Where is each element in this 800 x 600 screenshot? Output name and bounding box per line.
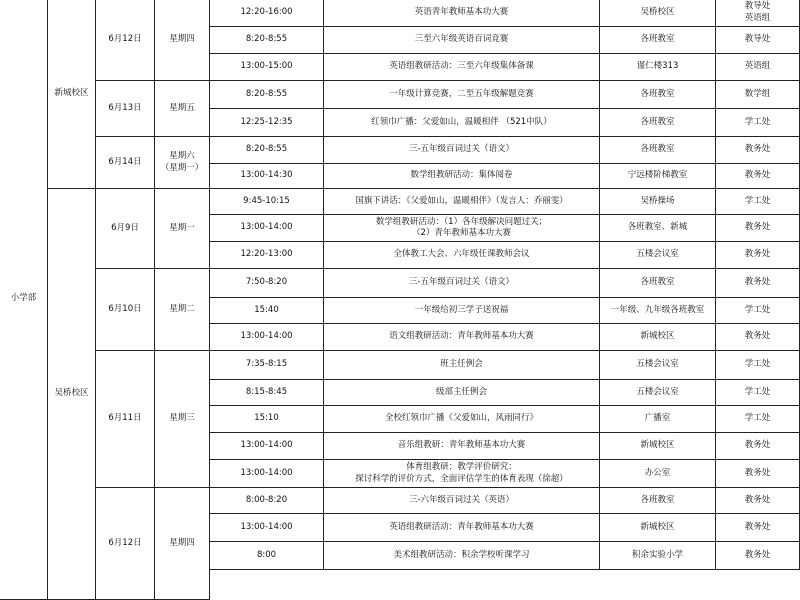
department-cell: 学工处 bbox=[716, 298, 800, 324]
location-cell: 五楼会议室 bbox=[600, 242, 716, 269]
content-cell: 数学组教研活动：集体阅卷 bbox=[324, 164, 600, 189]
time-cell: 13:00-15:00 bbox=[210, 54, 324, 81]
time-cell: 13:00-14:30 bbox=[210, 164, 324, 189]
date-cell: 6月12日 bbox=[96, 488, 155, 600]
time-cell: 8:20-8:55 bbox=[210, 137, 324, 164]
location-cell: 各班教室 bbox=[600, 488, 716, 514]
content-cell: 三至六年级英语百词竞赛 bbox=[324, 27, 600, 54]
content-cell: 一年级计算竞赛，二至五年级解题竞赛 bbox=[324, 81, 600, 109]
location-cell: 新城校区 bbox=[600, 514, 716, 542]
content-cell: 英语组教研活动：青年教师基本功大赛 bbox=[324, 514, 600, 542]
time-cell: 13:00-14:00 bbox=[210, 215, 324, 242]
weekday-cell: 星期六 （星期一） bbox=[155, 137, 210, 189]
weekday-cell: 星期四 bbox=[155, 0, 210, 81]
department-cell: 教务处 bbox=[716, 215, 800, 242]
department-cell: 学工处 bbox=[716, 351, 800, 380]
date-cell: 6月11日 bbox=[96, 351, 155, 488]
weekday-cell: 星期二 bbox=[155, 269, 210, 351]
department-cell: 学工处 bbox=[716, 109, 800, 137]
division-cell: 小学部 bbox=[0, 0, 48, 600]
content-cell: 红领巾广播：父爱如山，温暖相伴 （521中队） bbox=[324, 109, 600, 137]
time-cell: 8:15-8:45 bbox=[210, 380, 324, 406]
location-cell: 广播室 bbox=[600, 406, 716, 433]
department-cell: 教务处 bbox=[716, 433, 800, 460]
content-cell: 级部主任例会 bbox=[324, 380, 600, 406]
department-cell: 英语组 bbox=[716, 54, 800, 81]
department-cell: 教务处 bbox=[716, 460, 800, 488]
location-cell: 办公室 bbox=[600, 460, 716, 488]
location-cell: 各班教室 bbox=[600, 109, 716, 137]
content-cell: 英语组教研活动：三至六年级集体备课 bbox=[324, 54, 600, 81]
time-cell: 8:00-8:20 bbox=[210, 488, 324, 514]
location-cell: 各班教室 bbox=[600, 137, 716, 164]
location-cell: 五楼会议室 bbox=[600, 351, 716, 380]
time-cell: 15:40 bbox=[210, 298, 324, 324]
content-cell: 体育组教研：教学评价研究： 探讨科学的评价方式，全面评估学生的体育表现（徐超） bbox=[324, 460, 600, 488]
location-cell: 吴桥校区 bbox=[600, 0, 716, 27]
location-cell: 五楼会议室 bbox=[600, 380, 716, 406]
department-cell: 教务处 bbox=[716, 542, 800, 570]
weekday-cell: 星期五 bbox=[155, 81, 210, 137]
department-cell: 教务处 bbox=[716, 137, 800, 164]
campus-cell: 吴桥校区 bbox=[48, 189, 96, 600]
content-cell: 三-六年级百词过关（英语） bbox=[324, 488, 600, 514]
department-cell: 学工处 bbox=[716, 380, 800, 406]
department-cell: 教务处 bbox=[716, 324, 800, 351]
time-cell: 8:00 bbox=[210, 542, 324, 570]
content-cell: 音乐组教研：青年教师基本功大赛 bbox=[324, 433, 600, 460]
time-cell: 9:45-10:15 bbox=[210, 189, 324, 215]
time-cell: 12:20-13:00 bbox=[210, 242, 324, 269]
location-cell: 各班教室 bbox=[600, 81, 716, 109]
time-cell: 8:20-8:55 bbox=[210, 81, 324, 109]
campus-cell: 新城校区 bbox=[48, 0, 96, 189]
date-cell: 6月13日 bbox=[96, 81, 155, 137]
content-cell: 三-五年级百词过关（语文） bbox=[324, 269, 600, 298]
time-cell: 13:00-14:00 bbox=[210, 460, 324, 488]
content-cell: 全体教工大会、六年级任课教师会议 bbox=[324, 242, 600, 269]
content-cell: 一年级给初三学子送祝福 bbox=[324, 298, 600, 324]
weekday-cell: 星期一 bbox=[155, 189, 210, 269]
department-cell: 教务处 bbox=[716, 488, 800, 514]
time-cell: 7:50-8:20 bbox=[210, 269, 324, 298]
time-cell: 8:20-8:55 bbox=[210, 27, 324, 54]
department-cell: 学工处 bbox=[716, 189, 800, 215]
location-cell: 新城校区 bbox=[600, 324, 716, 351]
time-cell: 12:25-12:35 bbox=[210, 109, 324, 137]
location-cell: 各班教室、新城 bbox=[600, 215, 716, 242]
time-cell: 12:20-16:00 bbox=[210, 0, 324, 27]
location-cell: 各班教室 bbox=[600, 269, 716, 298]
department-cell: 教务处 bbox=[716, 269, 800, 298]
date-cell: 6月9日 bbox=[96, 189, 155, 269]
location-cell: 新城校区 bbox=[600, 433, 716, 460]
department-cell: 教务处 bbox=[716, 242, 800, 269]
location-cell: 吴桥操场 bbox=[600, 189, 716, 215]
department-cell: 教导处 bbox=[716, 27, 800, 54]
location-cell: 各班教室 bbox=[600, 27, 716, 54]
department-cell: 学工处 bbox=[716, 406, 800, 433]
department-cell: 教导处 英语组 bbox=[716, 0, 800, 27]
location-cell: 宁远楼阶梯教室 bbox=[600, 164, 716, 189]
department-cell: 数学组 bbox=[716, 81, 800, 109]
time-cell: 13:00-14:00 bbox=[210, 324, 324, 351]
weekday-cell: 星期三 bbox=[155, 351, 210, 488]
department-cell: 教务处 bbox=[716, 514, 800, 542]
time-cell: 13:00-14:00 bbox=[210, 514, 324, 542]
time-cell: 13:00-14:00 bbox=[210, 433, 324, 460]
content-cell: 全校红领巾广播《父爱如山，风雨同行》 bbox=[324, 406, 600, 433]
content-cell: 数学组教研活动：（1）各年级解决问题过关； （2）青年教师基本功大赛 bbox=[324, 215, 600, 242]
time-cell: 7:35-8:15 bbox=[210, 351, 324, 380]
date-cell: 6月14日 bbox=[96, 137, 155, 189]
date-cell: 6月12日 bbox=[96, 0, 155, 81]
location-cell: 积余实验小学 bbox=[600, 542, 716, 570]
location-cell: 谨仁楼313 bbox=[600, 54, 716, 81]
date-cell: 6月10日 bbox=[96, 269, 155, 351]
time-cell: 15:10 bbox=[210, 406, 324, 433]
content-cell: 英语青年教师基本功大赛 bbox=[324, 0, 600, 27]
content-cell: 国旗下讲话：《父爱如山，温暖相伴》（发言人：乔丽雯） bbox=[324, 189, 600, 215]
content-cell: 美术组教研活动：积余学校听课学习 bbox=[324, 542, 600, 570]
department-cell: 教务处 bbox=[716, 164, 800, 189]
content-cell: 三-五年级百词过关（语文） bbox=[324, 137, 600, 164]
content-cell: 班主任例会 bbox=[324, 351, 600, 380]
location-cell: 一年级、九年级各班教室 bbox=[600, 298, 716, 324]
content-cell: 语文组教研活动：青年教师基本功大赛 bbox=[324, 324, 600, 351]
weekday-cell: 星期四 bbox=[155, 488, 210, 600]
